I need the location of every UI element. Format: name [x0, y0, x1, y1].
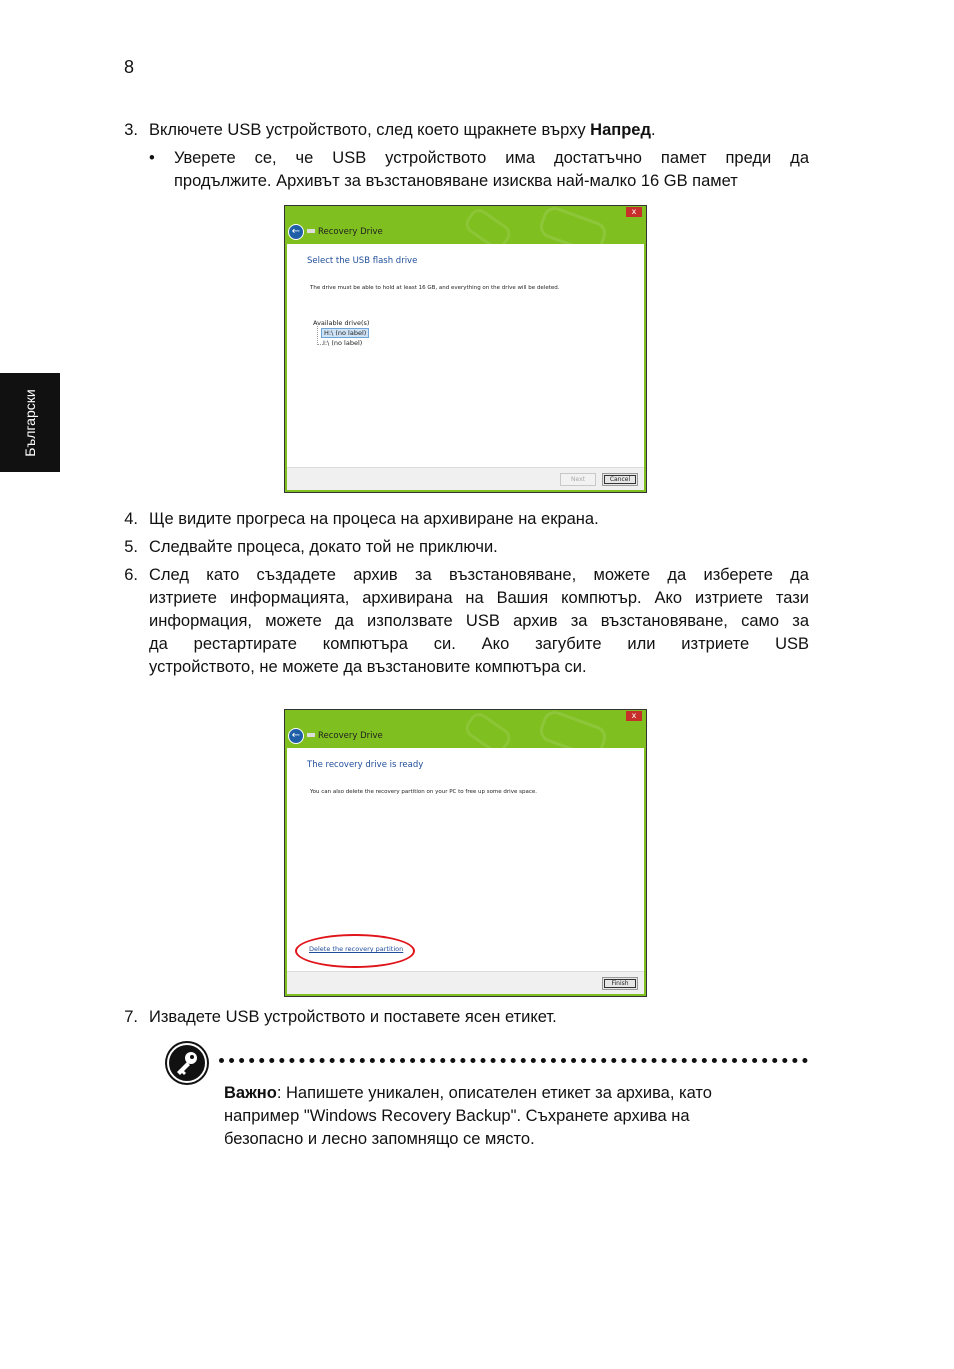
bullet-line-2: продължите. Архивът за възстановяване изисква най-малко 16 GB памет [174, 172, 738, 190]
step-6-line-2: изтриете информацията, архивирана на Вашия компютър. Ако изтриете тази [149, 589, 809, 607]
wizard-footer [287, 467, 644, 490]
step-3-text-end: . [650, 121, 656, 139]
window-content [287, 748, 644, 994]
window-titlebar [285, 206, 646, 218]
drive-icon [307, 229, 315, 233]
step-6-line-1: След като създадете архив за възстановяване, можете да изберете да [149, 566, 809, 584]
step-5-text: Следвайте процеса, докато той не приключи. [149, 538, 498, 556]
note-line-3: безопасно и лесно запомнящо се място. [224, 1130, 535, 1148]
window-titlebar [285, 710, 646, 722]
step-3-number: 3. [124, 121, 138, 139]
step-4-number: 4. [124, 510, 138, 528]
bullet-line-1: Уверете се, че USB устройството има достатъчно памет преди да [174, 149, 809, 167]
step-5-number: 5. [124, 538, 138, 556]
drive-icon [307, 733, 315, 737]
note-divider [219, 1058, 808, 1063]
bullet-mark: • [149, 149, 155, 167]
window-title: Recovery Drive [318, 227, 383, 237]
back-arrow-icon[interactable]: ← [288, 728, 304, 744]
back-arrow-icon[interactable]: ← [288, 224, 304, 240]
note-line-2: например "Windows Recovery Backup". Съхранете архива на [224, 1107, 690, 1125]
step-3-text [149, 119, 809, 142]
window-title: Recovery Drive [318, 731, 383, 741]
cancel-button[interactable]: Cancel [602, 473, 638, 486]
step-4-text: Ще видите прогреса на процеса на архивиране на екрана. [149, 510, 599, 528]
wizard-description: The drive must be able to hold at least 16 GB, and everything on the drive will be deleted. [310, 285, 560, 291]
step-3-text-start: Включете USB устройството, след което щракнете върху [149, 121, 591, 139]
note-line-1 [224, 1082, 814, 1105]
recovery-drive-window-ready [284, 709, 647, 997]
drive-item-i[interactable]: I:\ (no label) [323, 339, 363, 347]
delete-recovery-partition-link[interactable]: Delete the recovery partition [309, 945, 404, 953]
wizard-footer [287, 971, 644, 994]
close-button[interactable]: x [626, 711, 642, 721]
finish-button[interactable]: Finish [602, 977, 638, 990]
page-number: 8 [124, 57, 135, 77]
step-7-number: 7. [124, 1008, 138, 1026]
next-button[interactable]: Next [560, 473, 596, 486]
step-6-line-5: устройството, не можете да възстановите компютъра си. [149, 658, 587, 676]
key-icon [165, 1041, 209, 1085]
note-line-1-text: : Напишете уникален, описателен етикет за архива, като [276, 1084, 712, 1102]
step-6-line-4: да рестартирате компютъра си. Ако загубите или изтриете USB [149, 635, 809, 653]
available-drives-label: Available drive(s) [313, 319, 370, 327]
step-6-number: 6. [124, 566, 138, 584]
window-content [287, 244, 644, 490]
step-7-text: Извадете USB устройството и поставете ясен етикет. [149, 1008, 557, 1026]
wizard-description: You can also delete the recovery partition on your PC to free up some drive space. [310, 789, 537, 795]
side-tab-label: Български [22, 388, 38, 457]
close-button[interactable]: x [626, 207, 642, 217]
drive-item-h[interactable]: H:\ (no label) [321, 328, 369, 338]
note-bold-important: Важно [224, 1084, 277, 1102]
wizard-heading: Select the USB flash drive [307, 256, 418, 266]
recovery-drive-window-select [284, 205, 647, 493]
wizard-heading: The recovery drive is ready [307, 760, 424, 770]
step-3-bold-next: Напред [590, 121, 651, 139]
language-side-tab [0, 373, 60, 472]
step-6-line-3: информация, можете да използвате USB архив за възстановяване, само за [149, 612, 809, 630]
